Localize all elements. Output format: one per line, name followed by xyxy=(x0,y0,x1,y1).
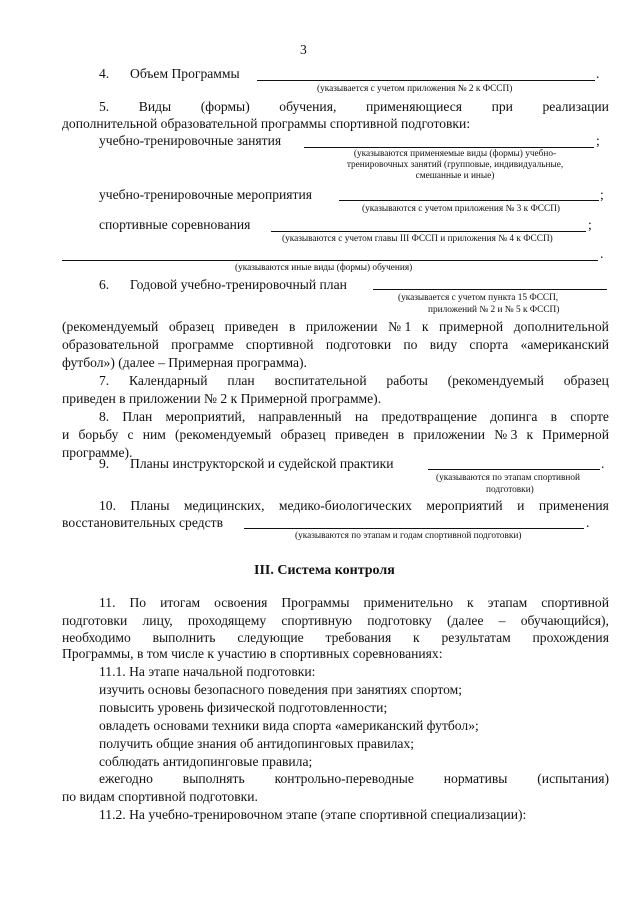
word: «американский xyxy=(520,337,609,352)
word: План xyxy=(122,409,153,424)
item7-line2: приведен в приложении № 2 к Примерной программе). xyxy=(62,391,382,406)
word: (формы) xyxy=(200,99,250,114)
word: проходящему xyxy=(187,613,267,628)
word: 5. xyxy=(99,99,110,114)
training-events-label: учебно-тренировочные мероприятия xyxy=(99,187,313,202)
item8-line1 xyxy=(99,409,609,425)
word: в xyxy=(397,427,405,442)
item4-end: . xyxy=(596,66,600,81)
item10-note: (указываются по этапам и годам спортивной подготовки) xyxy=(295,531,522,541)
word: № 1 xyxy=(388,319,412,334)
training-sessions-note-3: смешанные и иные) xyxy=(415,171,495,181)
item5-line1 xyxy=(99,99,609,115)
word: Календарный xyxy=(128,373,208,388)
item6-label: Годовой учебно-тренировочный план xyxy=(130,277,347,292)
word: лицу, xyxy=(142,613,173,628)
item4-number: 4. xyxy=(99,66,110,81)
word: мероприятий xyxy=(426,498,503,513)
item9-note-2: подготовки) xyxy=(486,485,534,495)
word: результатам xyxy=(441,630,511,645)
word: Виды xyxy=(138,99,172,114)
word: № 3 xyxy=(494,427,518,442)
word: по xyxy=(403,337,418,352)
training-events-blank xyxy=(339,200,599,201)
word: 7. xyxy=(99,373,110,388)
item11-req-last-2: по видам спортивной подготовки. xyxy=(62,789,258,804)
requirement: соблюдать антидопинговые правила; xyxy=(99,754,313,769)
item11-line2 xyxy=(62,613,609,629)
word: прохождения xyxy=(532,630,609,645)
item9-end: . xyxy=(601,456,605,471)
word: приложении xyxy=(305,319,378,334)
word: (далее xyxy=(447,613,484,628)
other-forms-blank xyxy=(62,260,598,261)
item6-number: 6. xyxy=(99,277,110,292)
word: выполнить xyxy=(152,630,216,645)
competitions-blank xyxy=(271,231,586,232)
word: и xyxy=(517,498,525,513)
word: воспитательной xyxy=(274,373,367,388)
word: 11. xyxy=(99,595,116,610)
word: на xyxy=(354,409,369,424)
word: приведен xyxy=(224,319,279,334)
word: обучения, xyxy=(279,99,337,114)
word: предотвращение xyxy=(381,409,478,424)
training-events-note: (указываются с учетом приложения № 3 к ФССП) xyxy=(362,204,561,214)
word: реализации xyxy=(542,99,609,114)
item11-line4: Программы, в том числе к участию в спортивных соревнованиях: xyxy=(62,646,443,661)
item10-blank xyxy=(244,528,584,529)
item6-note-1: (указывается с учетом пункта 15 ФССП, xyxy=(398,293,559,303)
item9-number: 9. xyxy=(99,456,110,471)
item6-blank xyxy=(373,289,607,290)
item10-end: . xyxy=(586,515,590,530)
competitions-note: (указываются с учетом главы III ФССП и приложения № 4 к ФССП) xyxy=(282,234,553,244)
word: допинга xyxy=(490,409,538,424)
section-title: III. Система контроля xyxy=(254,563,395,578)
item10-line1 xyxy=(99,498,609,514)
word: (рекомендуемый xyxy=(175,427,272,442)
item6-line2 xyxy=(62,319,609,335)
word: ним xyxy=(142,427,166,442)
word: в xyxy=(288,319,296,334)
word: дополнительной xyxy=(513,319,609,334)
item8-line2 xyxy=(62,427,609,443)
word: подготовку xyxy=(367,613,432,628)
item10-line2: восстановительных средств xyxy=(62,515,223,530)
word: образец xyxy=(563,373,609,388)
competitions-end: ; xyxy=(588,217,592,232)
item9-note-1: (указываются по этапам спортивной xyxy=(436,473,581,483)
training-sessions-blank xyxy=(304,147,594,148)
item7-line1 xyxy=(99,373,609,389)
word: следующие xyxy=(237,630,304,645)
word: приведен xyxy=(334,427,389,442)
word: и xyxy=(62,427,70,442)
word: итогам xyxy=(160,595,201,610)
word: образец xyxy=(168,319,215,334)
word: (рекомендуемый xyxy=(62,319,159,334)
word: ежегодно xyxy=(99,771,153,786)
item6-line3 xyxy=(62,337,609,353)
word: с xyxy=(127,427,134,442)
word: обучающийся), xyxy=(520,613,609,628)
other-forms-note: (указываются иные виды (формы) обучения) xyxy=(235,263,413,273)
word: программе xyxy=(171,337,234,352)
word: Примерной xyxy=(542,427,609,442)
item11-line1 xyxy=(99,595,609,611)
requirement: изучить основы безопасного поведения при занятиях спортом; xyxy=(99,682,463,697)
word: работы xyxy=(386,373,428,388)
word: спортивную xyxy=(281,613,352,628)
word: к xyxy=(467,595,474,610)
training-sessions-note-2: тренировочных занятий (групповые, индивидуальные, xyxy=(346,160,564,170)
word: применительно xyxy=(363,595,454,610)
word: – xyxy=(498,613,506,628)
word: спортивной xyxy=(245,337,314,352)
word: Планы xyxy=(130,498,170,513)
word: борьбу xyxy=(78,427,119,442)
item5-line2: дополнительной образовательной программы спортивной подготовки: xyxy=(62,116,471,131)
word: применения xyxy=(538,498,609,513)
requirement: получить общие знания об антидопинговых правилах; xyxy=(99,736,415,751)
word: необходимо xyxy=(62,630,131,645)
word: к xyxy=(421,319,429,334)
word: выполнять xyxy=(182,771,245,786)
other-forms-end: . xyxy=(600,246,604,261)
word: при xyxy=(491,99,513,114)
item9-label: Планы инструкторской и судейской практики xyxy=(130,456,394,471)
word: приложении xyxy=(413,427,486,442)
word: требования xyxy=(325,630,392,645)
word: контрольно-переводные xyxy=(274,771,414,786)
word: Программы xyxy=(281,595,350,610)
word: образовательной xyxy=(62,337,159,352)
competitions-label: спортивные соревнования xyxy=(99,217,251,232)
item8-line3: программе). xyxy=(62,445,133,460)
word: план xyxy=(227,373,255,388)
word: мероприятий, xyxy=(165,409,246,424)
item4-blank xyxy=(257,80,595,81)
item4-label: Объем Программы xyxy=(130,66,240,81)
requirement: овладеть основами техники вида спорта «американский футбол»; xyxy=(99,718,479,733)
page-number: 3 xyxy=(300,42,307,57)
word: к xyxy=(413,630,420,645)
word: (испытания) xyxy=(537,771,609,786)
word: направленный xyxy=(258,409,342,424)
word: 10. xyxy=(99,498,116,513)
word: подготовки xyxy=(325,337,392,352)
item11-sub2: 11.2. На учебно-тренировочном этапе (этапе спортивной специализации): xyxy=(99,807,527,822)
word: спорта xyxy=(469,337,509,352)
training-sessions-label: учебно-тренировочные занятия xyxy=(99,133,282,148)
item11-sub1: 11.1. На этапе начальной подготовки: xyxy=(99,664,316,679)
word: образец xyxy=(280,427,326,442)
item6-line4: футбол») (далее – Примерная программа). xyxy=(62,355,307,370)
word: в xyxy=(550,409,558,424)
word: спорте xyxy=(570,409,609,424)
training-sessions-end: ; xyxy=(596,133,600,148)
training-sessions-note-1: (указываются применяемые виды (формы) учебно- xyxy=(353,149,557,159)
training-events-end: ; xyxy=(600,187,604,202)
word: подготовки xyxy=(62,613,128,628)
word: примерной xyxy=(439,319,504,334)
item11-req-last xyxy=(99,771,609,787)
word: нормативы xyxy=(443,771,508,786)
word: спортивной xyxy=(541,595,609,610)
word: освоения xyxy=(214,595,268,610)
word: виду xyxy=(429,337,458,352)
requirement: повысить уровень физической подготовленности; xyxy=(99,700,388,715)
word: По xyxy=(129,595,147,610)
item9-blank xyxy=(428,469,600,470)
item6-note-2: приложений № 2 и № 5 к ФССП) xyxy=(428,305,560,315)
word: медико-биологических xyxy=(278,498,412,513)
word: к xyxy=(526,427,534,442)
item11-line3 xyxy=(62,630,609,646)
word: 8. xyxy=(99,409,110,424)
item4-note: (указывается с учетом приложения № 2 к ФССП) xyxy=(317,84,513,94)
word: применяющиеся xyxy=(365,99,463,114)
word: медицинских, xyxy=(183,498,265,513)
word: (рекомендуемый xyxy=(447,373,544,388)
word: этапам xyxy=(487,595,528,610)
